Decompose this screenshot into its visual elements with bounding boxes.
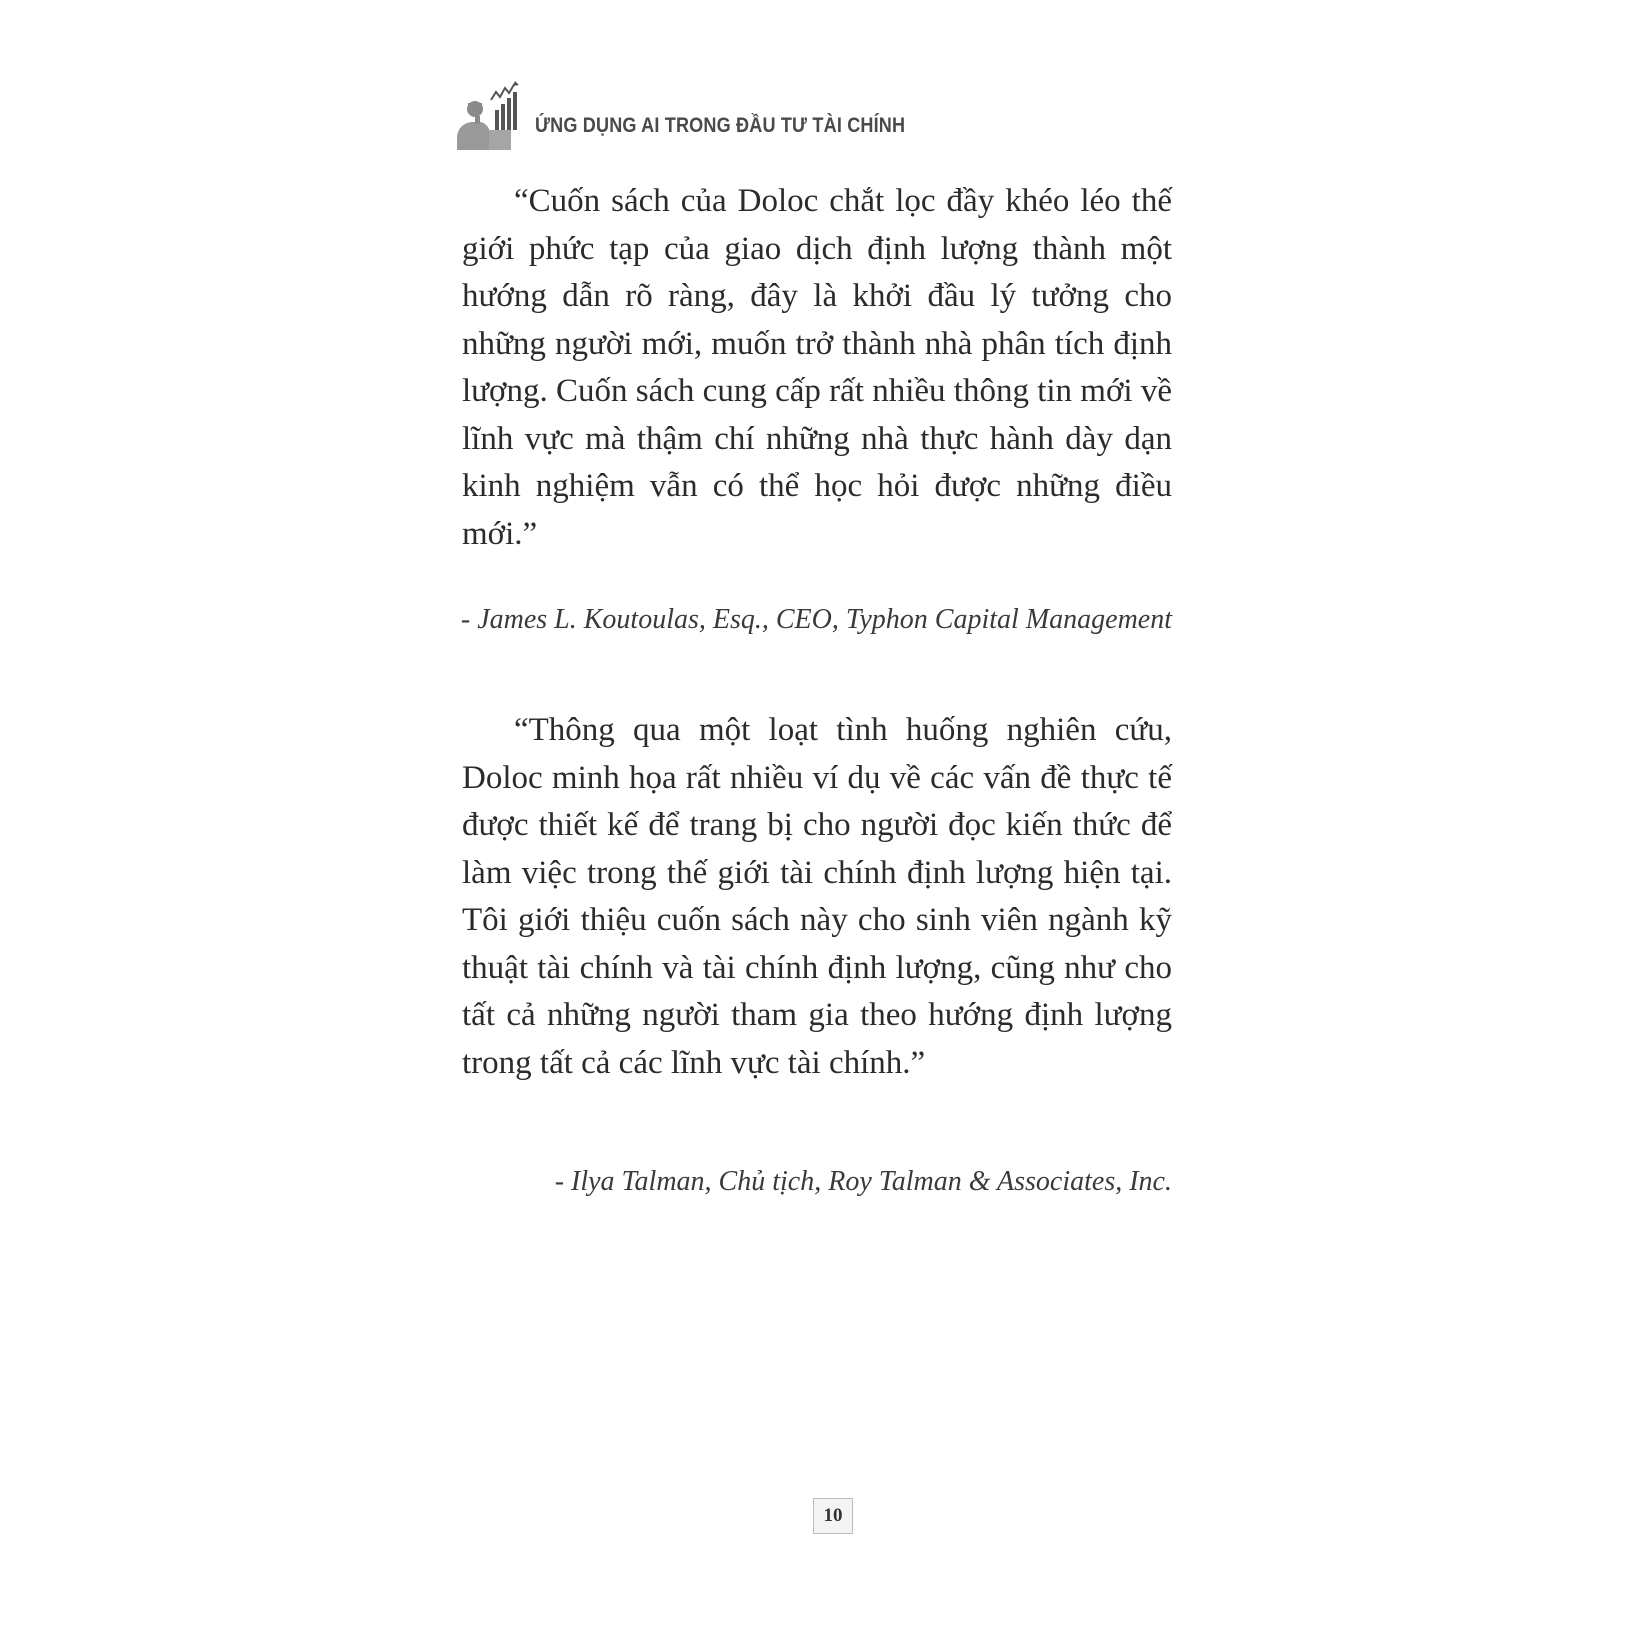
testimonial-attribution: - Ilya Talman, Chủ tịch, Roy Talman & Associates, Inc. [554, 1166, 1172, 1197]
testimonial-attribution: - James L. Koutoulas, Esq., CEO, Typhon Capital Management [460, 604, 1172, 635]
person-with-chart-icon [455, 80, 521, 150]
page-number: 10 [823, 1505, 843, 1526]
page-number-box [813, 1498, 853, 1534]
quote-text: “Cuốn sách của Doloc chắt lọc đầy khéo léo thế giới phức tạp của giao dịch định lượng thành một hướng dẫn rõ ràng, đây là khởi đầu lý tưởng cho những người mới, muốn trở thành nhà phân tích định lượng. Cuốn sách cung cấp rất nhiều thông tin mới về lĩnh vực mà thậm chí những nhà thực hành dày dạn kinh nghiệm vẫn có thể học hỏi được những điều mới.” [462, 183, 1172, 552]
running-head [455, 80, 966, 150]
testimonial-quote [462, 707, 1172, 1087]
testimonial-quote [462, 178, 1172, 558]
quote-text: “Thông qua một loạt tình huống nghiên cứu, Doloc minh họa rất nhiều ví dụ về các vấn đề thực tế được thiết kế để trang bị cho người đọc kiến thức để làm việc trong thế giới tài chính định lượng hiện tại. Tôi giới thiệu cuốn sách này cho sinh viên ngành kỹ thuật tài chính và tài chính định lượng, cũng như cho tất cả những người tham gia theo hướng định lượng trong tất cả các lĩnh vực tài chính.” [462, 712, 1172, 1081]
running-title: ỨNG DỤNG AI TRONG ĐẦU TƯ TÀI CHÍNH [535, 114, 906, 137]
